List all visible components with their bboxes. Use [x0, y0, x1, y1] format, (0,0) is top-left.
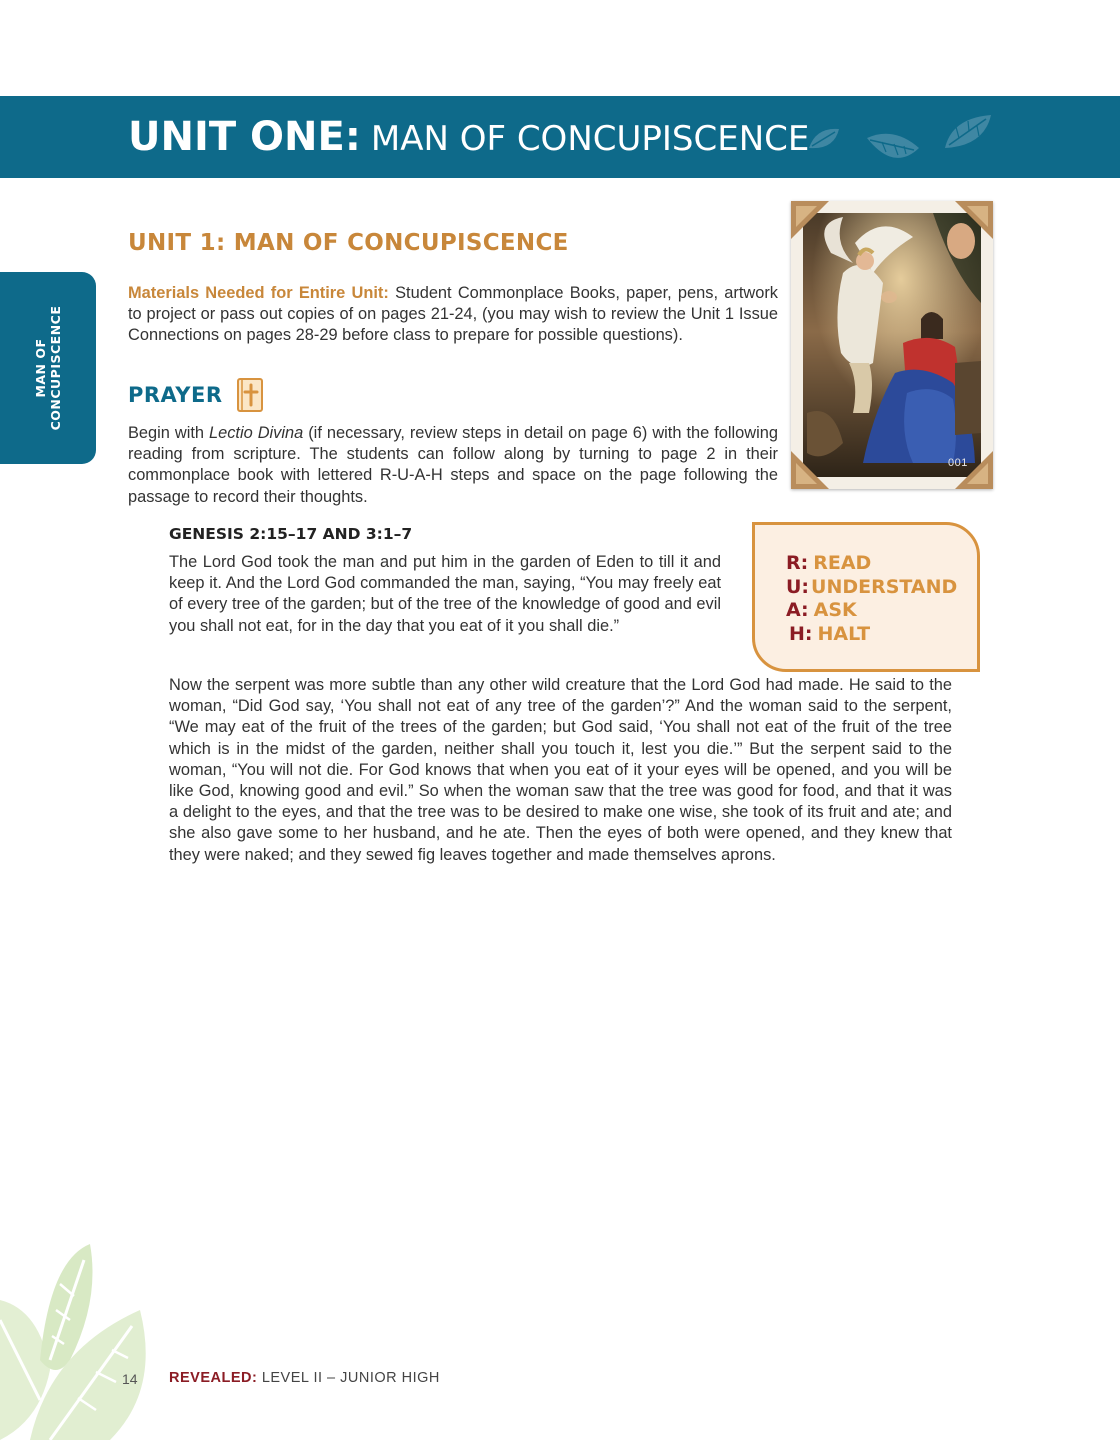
footer-subtitle: LEVEL II – JUNIOR HIGH: [257, 1370, 440, 1386]
page-title-bold: UNIT ONE:: [128, 114, 361, 160]
ruah-box: [752, 522, 980, 672]
passage-paragraph-2: Now the serpent was more subtle than any other wild creature that the Lord God had made. He said to the woman, “Did God say, ‘You shall not eat of any tree of the garden’?” And the woman said to the serpent, “We may eat of the fruit of the trees of the garden; but God said, ‘You shall not eat of the fruit of the tree which is in the midst of the garden, neither shall you touch it, lest you die.’” But the serpent said to the woman, “You will not die. For God knows that when you eat of it your eyes will be opened, and you will be like God, knowing good and evil.” So when the woman saw that the tree was good for food, and that it was a delight to the eyes, and that the tree was to be desired to make one wise, she took of its fruit and ate; and she also gave some to her husband, and he ate. Then the eyes of both were opened, and they knew that they were naked; and they sewed fig leaves together and made themselves aprons.: [169, 676, 952, 864]
page-title-light: MAN OF CONCUPISCENCE: [370, 119, 810, 159]
ruah-word: ASK: [813, 599, 857, 621]
leaf-icon: [864, 130, 922, 168]
frame-corner-icon: [955, 451, 993, 489]
ruah-item-understand: [786, 576, 957, 598]
artwork-number: 001: [948, 457, 968, 469]
ruah-letter: H:: [789, 623, 813, 645]
prayer-paragraph: [128, 423, 778, 508]
footer-leaf-icon: [0, 1240, 160, 1440]
section-title: UNIT 1: MAN OF CONCUPISCENCE: [128, 230, 569, 256]
leaf-icon: [942, 112, 994, 152]
annunciation-painting: [803, 213, 981, 477]
ruah-letter: U:: [786, 576, 810, 598]
footer-brand: REVEALED:: [169, 1370, 258, 1386]
side-tab-line1: MAN OF: [33, 338, 48, 398]
prayer-text-after: (if necessary, review steps in detail on page 6) with the following reading from scripture. The students can follow along by turning to page 2 in their commonplace book with lettered R-U-A-H steps and space on the page following the passage to record their thoughts.: [128, 424, 778, 506]
page-title: [128, 114, 809, 160]
ruah-item-read: [786, 552, 871, 574]
passage-heading: GENESIS 2:15–17 AND 3:1–7: [169, 525, 413, 543]
prayer-heading: PRAYER: [128, 383, 223, 407]
bible-cross-icon: [234, 377, 266, 413]
ruah-item-ask: [786, 599, 857, 621]
side-tab-line2: CONCUPISCENCE: [48, 305, 63, 431]
leaf-icon: [806, 124, 842, 154]
page-number: 14: [122, 1371, 138, 1387]
prayer-text-italic: Lectio Divina: [209, 424, 304, 442]
side-tab-label: [33, 306, 63, 431]
materials-label: Materials Needed for Entire Unit:: [128, 284, 389, 302]
footer-title: [169, 1370, 440, 1386]
materials-paragraph: [128, 283, 778, 347]
ruah-letter: A:: [786, 599, 809, 621]
ruah-word: HALT: [817, 623, 871, 645]
passage-paragraph-1: The Lord God took the man and put him in the garden of Eden to till it and keep it. And the Lord God commanded the man, saying, “You may freely eat of every tree of the garden; but of the tree of the knowledge of good and evil you shall not eat, for in the day that you eat of it you shall die.”: [169, 553, 721, 635]
materials-text: Student Commonplace Books, paper, pens, artwork to project or pass out copies of on pages 21-24, (you may wish to review the Unit 1 Issue Connections on pages 28-29 before class to prepare for possible questions).: [128, 284, 778, 345]
ruah-letter: R:: [786, 552, 809, 574]
ruah-word: READ: [813, 552, 872, 574]
frame-corner-icon: [791, 201, 829, 239]
frame-corner-icon: [955, 201, 993, 239]
ruah-item-halt: [789, 623, 870, 645]
prayer-text-before: Begin with: [128, 424, 209, 442]
ruah-word: UNDERSTAND: [811, 576, 958, 598]
frame-corner-icon: [791, 451, 829, 489]
